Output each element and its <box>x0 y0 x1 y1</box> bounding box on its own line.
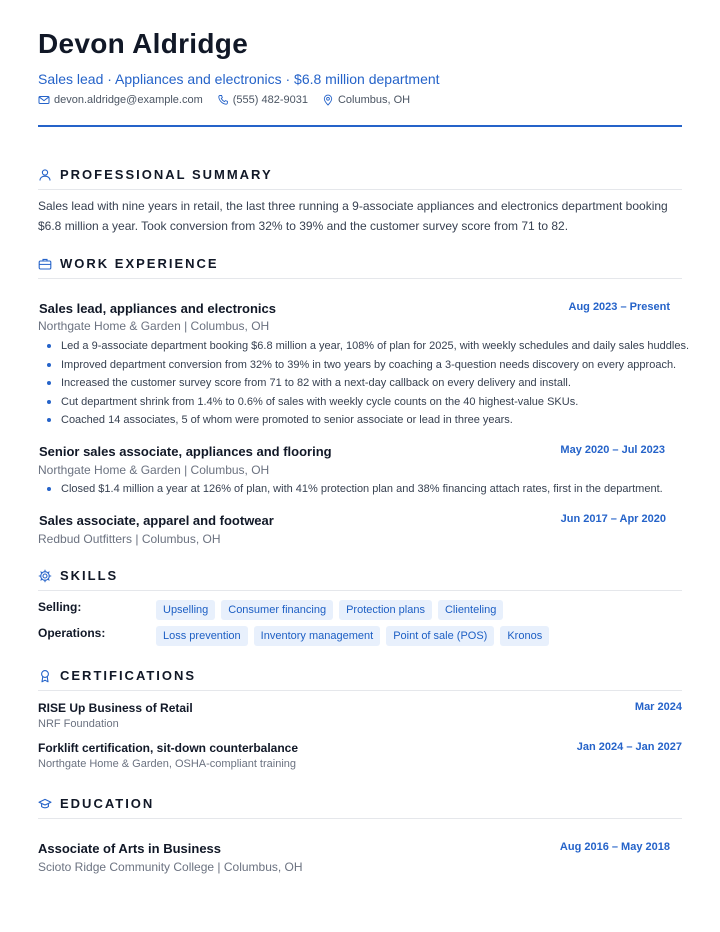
section-title: SKILLS <box>60 568 119 583</box>
degree: Associate of Arts in Business <box>38 841 222 856</box>
job-company: Redbud Outfitters | Columbus, OH <box>38 532 221 546</box>
skill-chips <box>156 626 555 646</box>
section-header-education <box>38 795 682 819</box>
job-bullets <box>46 480 663 499</box>
contact-phone[interactable] <box>217 94 308 106</box>
certification-issuer: Northgate Home & Garden, OSHA-compliant training <box>38 758 297 770</box>
list-item: Coached 14 associates, 5 of whom were promoted to senior associate or lead in three years. <box>46 411 689 430</box>
phone-text: (555) 482-9031 <box>232 94 308 106</box>
skill-chip: Upselling <box>156 600 215 620</box>
job-dates: Aug 2023 – Present <box>568 301 670 313</box>
skill-chips <box>156 600 509 620</box>
email-text: devon.aldridge@example.com <box>54 94 203 106</box>
section-title: CERTIFICATIONS <box>60 668 197 683</box>
skill-chip: Clienteling <box>438 600 503 620</box>
list-item: Cut department shrink from 1.4% to 0.6% of sales with weekly cycle counts on the 40 highest-value SKUs. <box>46 393 689 412</box>
list-item: Improved department conversion from 32% to 39% in two years by coaching a 3-question needs discovery on every approach. <box>46 356 689 375</box>
job-company: Northgate Home & Garden | Columbus, OH <box>38 463 270 477</box>
list-item: Closed $1.4 million a year at 126% of plan, with 41% protection plan and 38% financing attach rates, first in the department. <box>46 480 663 499</box>
job-title: Sales associate, apparel and footwear <box>39 513 274 528</box>
school: Scioto Ridge Community College | Columbus, OH <box>38 860 303 874</box>
job-title: Sales lead, appliances and electronics <box>39 301 276 316</box>
map-pin-icon <box>322 94 334 106</box>
skill-chip: Consumer financing <box>221 600 333 620</box>
section-header-experience <box>38 255 682 279</box>
briefcase-icon <box>38 257 52 271</box>
skill-chip: Protection plans <box>339 600 432 620</box>
skill-category-label: Selling: <box>38 600 82 614</box>
section-title: WORK EXPERIENCE <box>60 256 219 271</box>
certification-issuer: NRF Foundation <box>38 718 119 730</box>
education-dates: Aug 2016 – May 2018 <box>559 841 670 853</box>
section-header-summary <box>38 166 682 190</box>
certification-dates: Jan 2024 – Jan 2027 <box>576 741 682 753</box>
phone-icon <box>217 94 229 106</box>
location-text: Columbus, OH <box>337 94 411 106</box>
skill-chip: Loss prevention <box>156 626 248 646</box>
certification-dates: Mar 2024 <box>634 701 682 713</box>
gear-icon <box>38 569 52 583</box>
certification-name: RISE Up Business of Retail <box>38 701 193 715</box>
contact-location <box>322 94 410 106</box>
section-header-certifications <box>38 667 682 691</box>
list-item: Increased the customer survey score from 71 to 82 with a next-day callback on every delivery and install. <box>46 374 689 393</box>
certification-name: Forklift certification, sit-down counterbalance <box>38 741 299 755</box>
user-icon <box>38 168 52 182</box>
job-company: Northgate Home & Garden | Columbus, OH <box>38 319 270 333</box>
section-title: PROFESSIONAL SUMMARY <box>60 167 273 182</box>
skill-category-label: Operations: <box>38 626 106 640</box>
skill-chip: Point of sale (POS) <box>386 626 494 646</box>
contact-row <box>38 94 424 106</box>
job-dates: Jun 2017 – Apr 2020 <box>560 513 666 525</box>
header-divider <box>38 125 682 127</box>
job-bullets <box>46 337 689 430</box>
job-title: Senior sales associate, appliances and flooring <box>39 444 332 459</box>
contact-email[interactable] <box>38 94 203 106</box>
headline: Sales lead · Appliances and electronics · $6.8 million department <box>38 71 440 87</box>
award-icon <box>38 669 52 683</box>
section-title: EDUCATION <box>60 796 155 811</box>
graduation-cap-icon <box>38 797 52 811</box>
section-header-skills <box>38 567 682 591</box>
job-dates: May 2020 – Jul 2023 <box>560 444 665 456</box>
list-item: Led a 9-associate department booking $6.8 million a year, 108% of plan for 2025, with weekly schedules and daily sales huddles. <box>46 337 689 356</box>
summary-text: Sales lead with nine years in retail, the last three running a 9-associate appliances and electronics department booking $6.8 million a year. Took conversion from 32% to 39% and the customer survey score from 71 to 82. <box>38 199 668 233</box>
skill-chip: Inventory management <box>254 626 381 646</box>
mail-icon <box>38 94 50 106</box>
skill-chip: Kronos <box>500 626 549 646</box>
candidate-name: Devon Aldridge <box>38 28 249 59</box>
